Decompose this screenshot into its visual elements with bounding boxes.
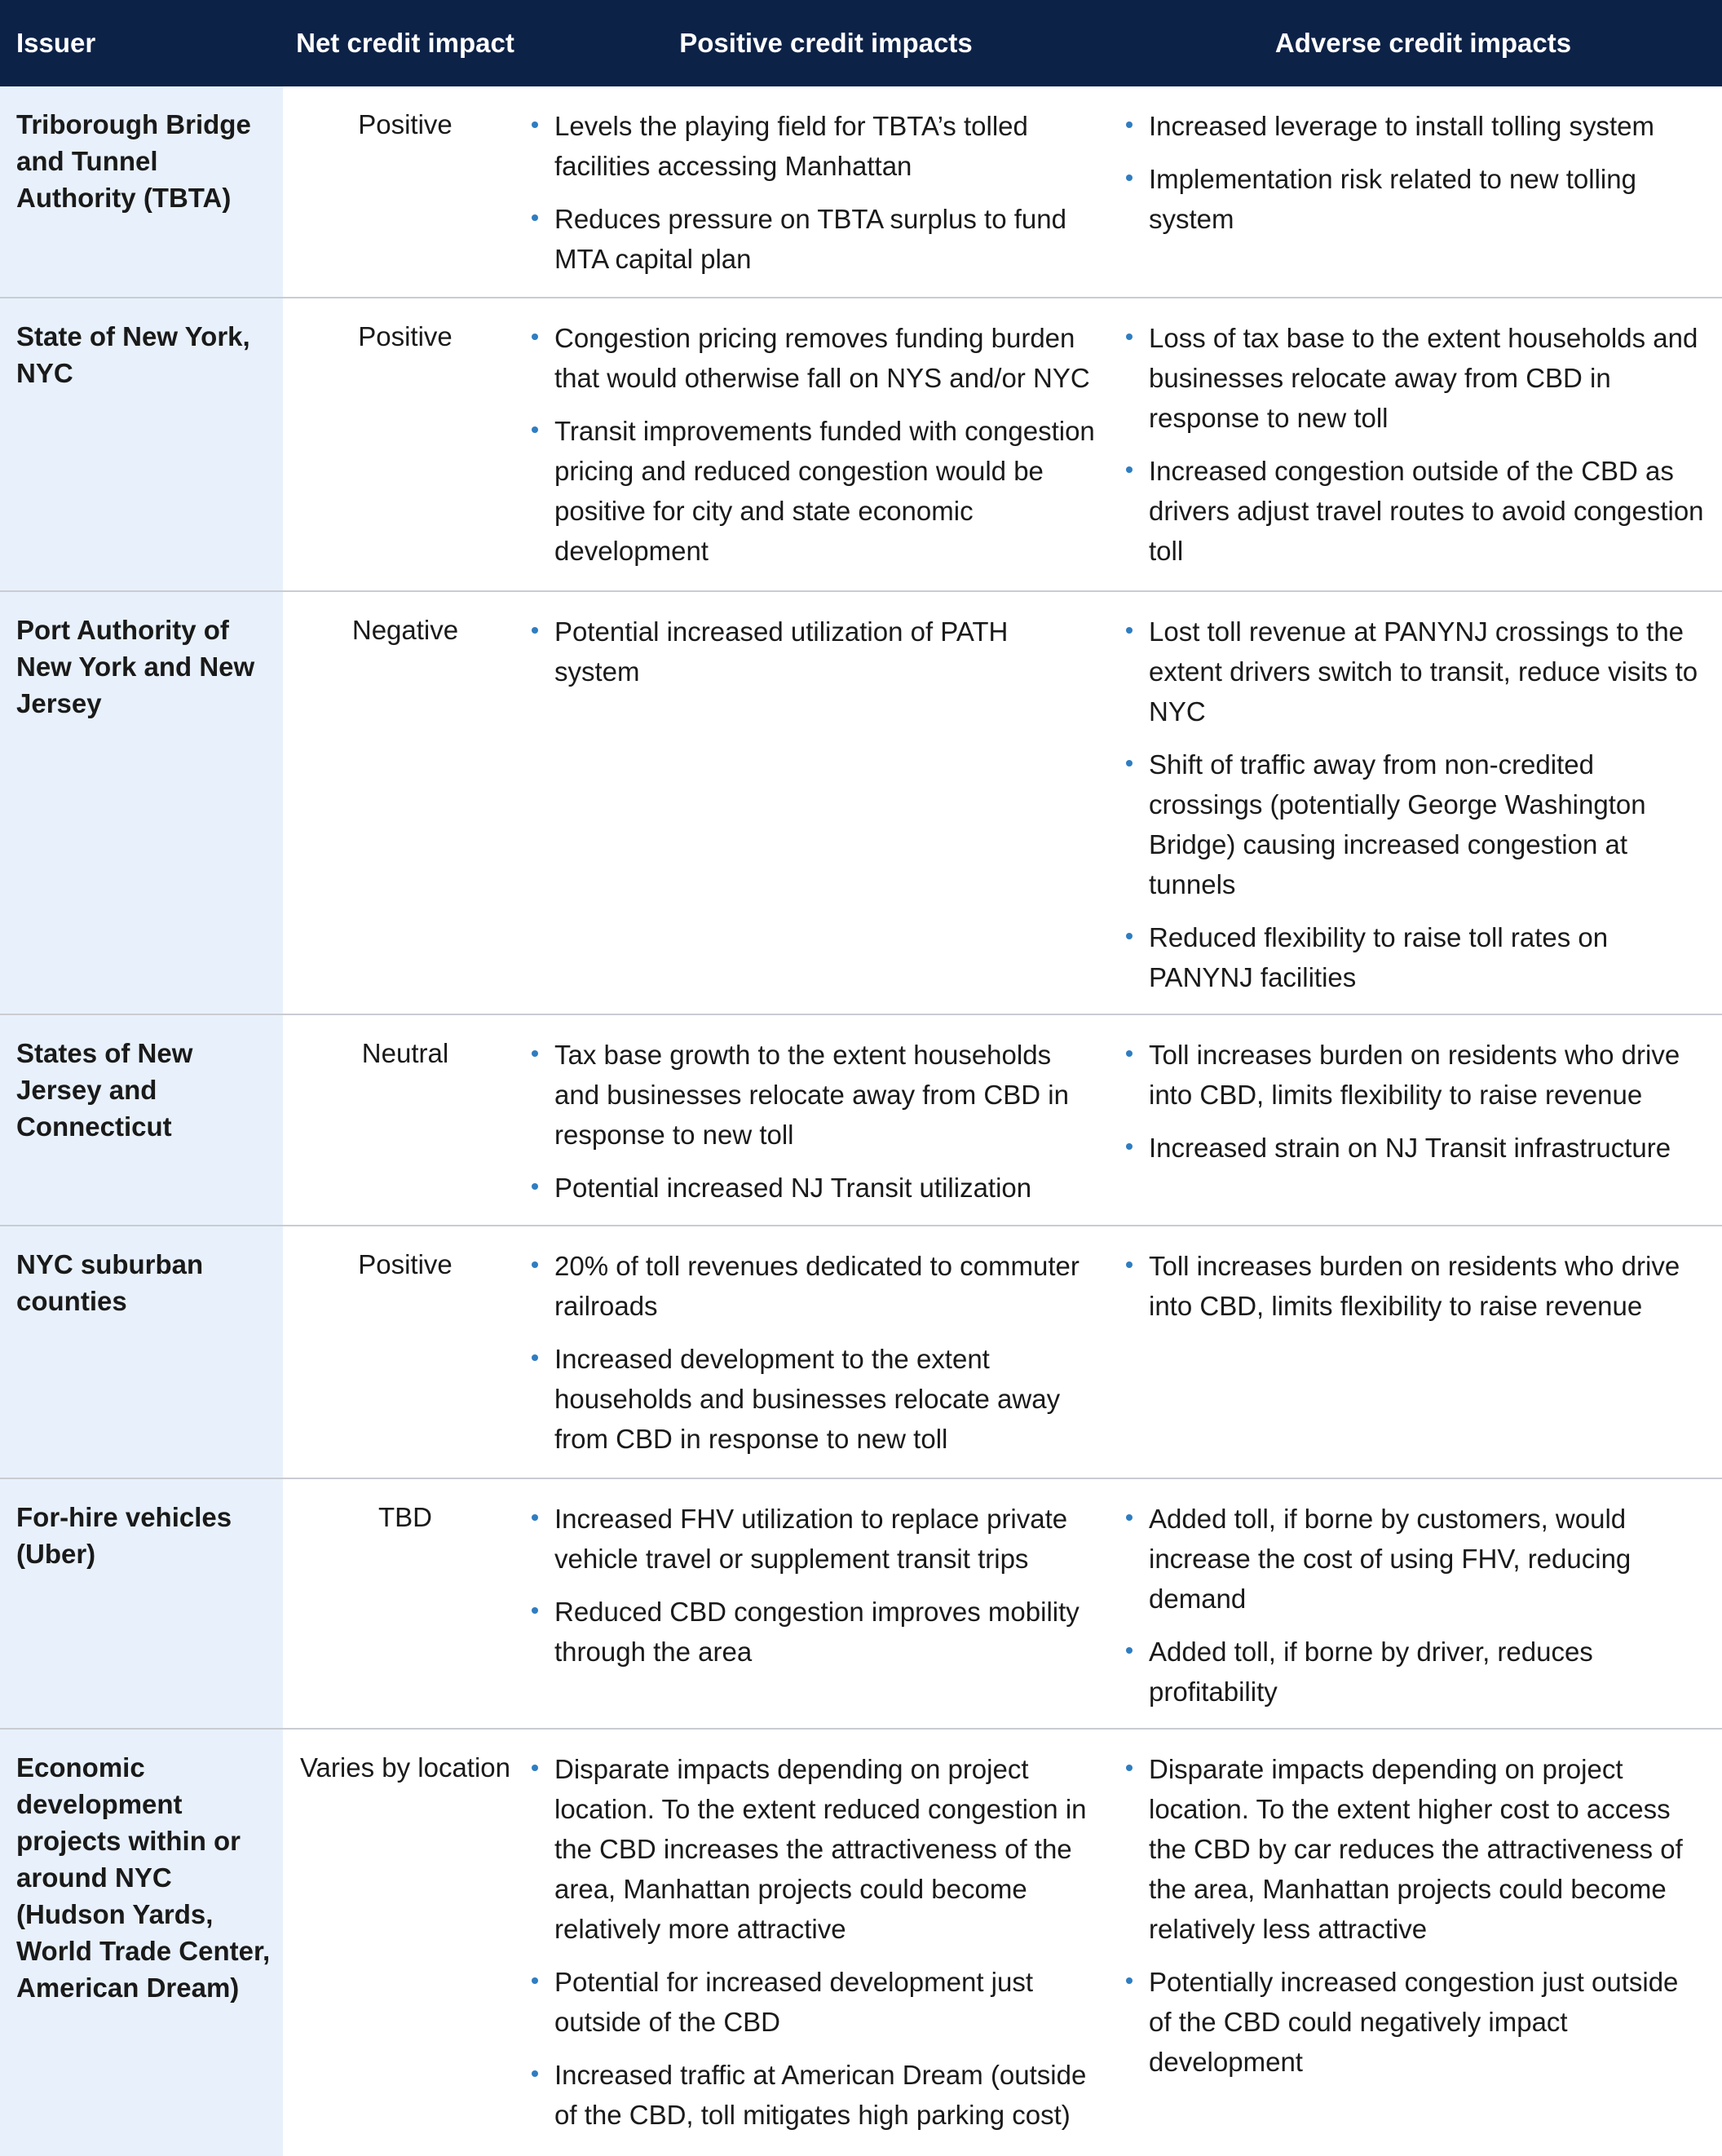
positive-impacts-list <box>530 1035 1100 1208</box>
net-impact-cell: Positive <box>358 321 453 351</box>
bullet-icon <box>1126 760 1133 767</box>
positive-impacts-cell <box>528 1226 1124 1478</box>
issuer-cell: Economic development projects within or around NYC (Hudson Yards, World Trade Center, American Dream) <box>0 1729 283 2156</box>
positive-impacts-list <box>530 1246 1100 1459</box>
bullet-icon <box>1126 1977 1133 1984</box>
table-header <box>0 0 1722 86</box>
list-item-text: Potentially increased congestion just outside of the CBD could negatively impact development <box>1149 1967 1679 2077</box>
list-item <box>530 106 1100 186</box>
bullet-icon <box>1126 1050 1133 1057</box>
bullet-icon <box>1126 334 1133 340</box>
list-item-text: Toll increases burden on residents who drive into CBD, limits flexibility to raise revenue <box>1149 1040 1680 1110</box>
bullet-icon <box>1126 175 1133 181</box>
list-item-text: Added toll, if borne by driver, reduces profitability <box>1149 1637 1593 1707</box>
table-row <box>0 1729 1722 2156</box>
list-item <box>1124 612 1706 731</box>
bullet-icon <box>532 1765 538 1771</box>
adverse-impacts-list <box>1124 1246 1706 1326</box>
issuer-cell: States of New Jersey and Connecticut <box>0 1014 283 1226</box>
list-item <box>1124 917 1706 997</box>
list-item-text: Reduced flexibility to raise toll rates on PANYNJ facilities <box>1149 922 1609 992</box>
list-item-text: Shift of traffic away from non-credited crossings (potentially George Washington Bridge) causing increased congestion at tunnels <box>1149 749 1646 899</box>
list-item <box>1124 1962 1706 2082</box>
adverse-impacts-list <box>1124 1749 1706 2082</box>
bullet-icon <box>1126 466 1133 473</box>
table-row <box>0 1014 1722 1226</box>
list-item-text: Tax base growth to the extent households and businesses relocate away from CBD in response to new toll <box>554 1040 1069 1150</box>
list-item <box>1124 1246 1706 1326</box>
adverse-impacts-cell <box>1124 1478 1722 1729</box>
list-item-text: Toll increases burden on residents who drive into CBD, limits flexibility to raise revenue <box>1149 1251 1680 1321</box>
bullet-icon <box>1126 1514 1133 1521</box>
positive-impacts-cell <box>528 298 1124 591</box>
net-impact-cell: Neutral <box>361 1038 449 1068</box>
list-item <box>530 1246 1100 1326</box>
list-item <box>530 1749 1100 1949</box>
list-item-text: Disparate impacts depending on project location. To the extent reduced congestion in the CBD increases the attractiveness of the area, Manhattan projects could become relatively more attractive <box>554 1754 1087 1944</box>
list-item <box>1124 1128 1706 1168</box>
bullet-icon <box>532 214 538 221</box>
table-row <box>0 1478 1722 1729</box>
adverse-impacts-cell <box>1124 591 1722 1014</box>
positive-impacts-cell <box>528 1729 1124 2156</box>
list-item <box>530 1339 1100 1459</box>
table-body <box>0 86 1722 2156</box>
adverse-impacts-cell <box>1124 1729 1722 2156</box>
bullet-icon <box>532 1261 538 1268</box>
header-row <box>0 0 1722 86</box>
adverse-impacts-list <box>1124 106 1706 239</box>
adverse-impacts-list <box>1124 1499 1706 1712</box>
list-item <box>530 1962 1100 2042</box>
list-item <box>530 411 1100 571</box>
list-item-text: Potential for increased development just outside of the CBD <box>554 1967 1034 2037</box>
header-issuer: Issuer <box>0 0 283 86</box>
bullet-icon <box>1126 1765 1133 1771</box>
positive-impacts-list <box>530 1749 1100 2135</box>
net-impact-cell: Positive <box>358 1249 453 1279</box>
list-item <box>530 612 1100 691</box>
list-item-text: Transit improvements funded with congestion pricing and reduced congestion would be positive for city and state economic development <box>554 416 1095 566</box>
table-row <box>0 591 1722 1014</box>
list-item <box>1124 744 1706 904</box>
bullet-icon <box>1126 933 1133 939</box>
header-net-credit-impact: Net credit impact <box>283 0 528 86</box>
issuer-cell: Triborough Bridge and Tunnel Authority (TBTA) <box>0 86 283 298</box>
list-item <box>1124 106 1706 146</box>
adverse-impacts-list <box>1124 612 1706 997</box>
bullet-icon <box>532 334 538 340</box>
adverse-impacts-cell <box>1124 298 1722 591</box>
list-item-text: Levels the playing field for TBTA’s tolled facilities accessing Manhattan <box>554 111 1028 181</box>
list-item-text: Increased leverage to install tolling system <box>1149 111 1654 141</box>
issuer-cell: State of New York, NYC <box>0 298 283 591</box>
net-impact-cell: Positive <box>358 109 453 139</box>
net-impact-cell: TBD <box>378 1502 432 1532</box>
bullet-icon <box>532 2070 538 2077</box>
list-item-text: Increased strain on NJ Transit infrastructure <box>1149 1133 1671 1163</box>
list-item <box>1124 1632 1706 1712</box>
adverse-impacts-cell <box>1124 1226 1722 1478</box>
issuer-cell: Port Authority of New York and New Jersey <box>0 591 283 1014</box>
list-item-text: Increased FHV utilization to replace private vehicle travel or supplement transit trips <box>554 1504 1068 1574</box>
bullet-icon <box>1126 1143 1133 1150</box>
table-row <box>0 298 1722 591</box>
list-item-text: Potential increased NJ Transit utilization <box>554 1173 1032 1203</box>
header-adverse-credit-impacts: Adverse credit impacts <box>1124 0 1722 86</box>
adverse-impacts-list <box>1124 1035 1706 1168</box>
bullet-icon <box>1126 121 1133 128</box>
list-item-text: Increased traffic at American Dream (outside of the CBD, toll mitigates high parking cost) <box>554 2060 1087 2130</box>
list-item <box>530 1035 1100 1155</box>
bullet-icon <box>532 121 538 128</box>
table-row <box>0 86 1722 298</box>
bullet-icon <box>532 1183 538 1190</box>
positive-impacts-cell <box>528 1478 1124 1729</box>
positive-impacts-list <box>530 318 1100 571</box>
bullet-icon <box>532 1607 538 1614</box>
list-item <box>1124 318 1706 438</box>
net-impact-cell: Negative <box>351 615 459 645</box>
bullet-icon <box>532 426 538 433</box>
positive-impacts-cell <box>528 86 1124 298</box>
positive-impacts-list <box>530 612 1100 691</box>
list-item-text: Disparate impacts depending on project location. To the extent higher cost to access the CBD by car reduces the attractiveness of the area, Manhattan projects could become relatively less attractive <box>1149 1754 1683 1944</box>
bullet-icon <box>532 1514 538 1521</box>
list-item-text: Lost toll revenue at PANYNJ crossings to the extent drivers switch to transit, reduce visits to NYC <box>1149 616 1698 727</box>
adverse-impacts-list <box>1124 318 1706 571</box>
bullet-icon <box>1126 1261 1133 1268</box>
header-positive-credit-impacts: Positive credit impacts <box>528 0 1124 86</box>
bullet-icon <box>532 627 538 634</box>
list-item <box>1124 1035 1706 1115</box>
list-item <box>530 318 1100 398</box>
list-item <box>530 1499 1100 1579</box>
list-item <box>530 199 1100 279</box>
list-item <box>530 2055 1100 2135</box>
list-item-text: 20% of toll revenues dedicated to commuter railroads <box>554 1251 1080 1321</box>
list-item <box>1124 159 1706 239</box>
list-item-text: Potential increased utilization of PATH system <box>554 616 1009 687</box>
list-item-text: Added toll, if borne by customers, would increase the cost of using FHV, reducing demand <box>1149 1504 1631 1614</box>
bullet-icon <box>1126 1647 1133 1654</box>
list-item <box>530 1168 1100 1208</box>
positive-impacts-list <box>530 106 1100 279</box>
list-item <box>530 1592 1100 1672</box>
list-item <box>1124 1749 1706 1949</box>
bullet-icon <box>532 1050 538 1057</box>
list-item <box>1124 451 1706 571</box>
issuer-cell: For-hire vehicles (Uber) <box>0 1478 283 1729</box>
adverse-impacts-cell <box>1124 1014 1722 1226</box>
positive-impacts-cell <box>528 591 1124 1014</box>
list-item-text: Implementation risk related to new tolling system <box>1149 164 1636 234</box>
list-item-text: Loss of tax base to the extent households and businesses relocate away from CBD in response to new toll <box>1149 323 1698 433</box>
list-item-text: Increased congestion outside of the CBD as drivers adjust travel routes to avoid congestion toll <box>1149 456 1704 566</box>
issuer-cell: NYC suburban counties <box>0 1226 283 1478</box>
adverse-impacts-cell <box>1124 86 1722 298</box>
list-item-text: Reduces pressure on TBTA surplus to fund MTA capital plan <box>554 204 1066 274</box>
list-item-text: Reduced CBD congestion improves mobility through the area <box>554 1597 1080 1667</box>
net-impact-cell: Varies by location <box>299 1752 511 1783</box>
list-item <box>1124 1499 1706 1619</box>
positive-impacts-cell <box>528 1014 1124 1226</box>
positive-impacts-list <box>530 1499 1100 1672</box>
table-row <box>0 1226 1722 1478</box>
bullet-icon <box>1126 627 1133 634</box>
bullet-icon <box>532 1977 538 1984</box>
list-item-text: Congestion pricing removes funding burden that would otherwise fall on NYS and/or NYC <box>554 323 1090 393</box>
bullet-icon <box>532 1354 538 1361</box>
list-item-text: Increased development to the extent households and businesses relocate away from CBD in response to new toll <box>554 1344 1061 1454</box>
